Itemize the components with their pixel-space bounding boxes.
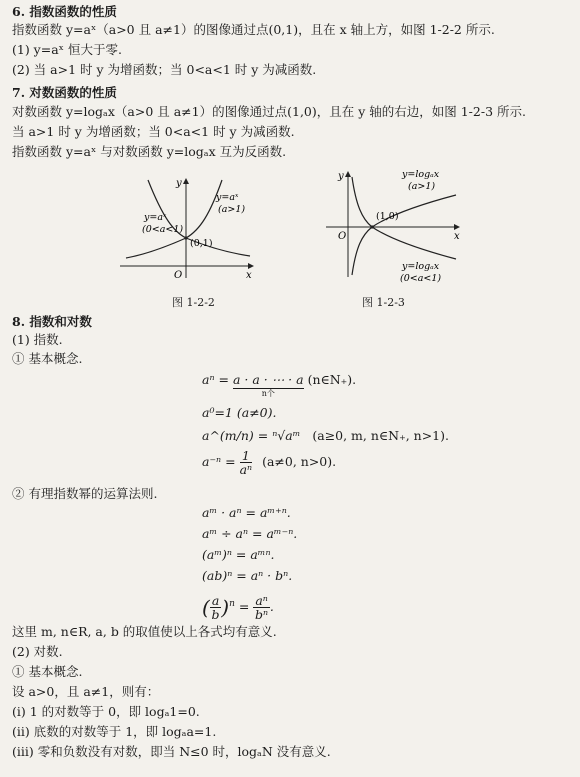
section7-line3: 指数函数 y=aˣ 与对数函数 y=logₐx 互为反函数. [12, 144, 287, 159]
rule-power-of-product: (ab)ⁿ = aⁿ · bⁿ. [202, 568, 293, 583]
formula-power-underbrace: n个 [261, 389, 275, 398]
formula-power-product: a · a · ⋯ · a [232, 372, 304, 387]
fig2-point-label: (0,1) [190, 238, 213, 249]
fig2-inc-eq: y=aˣ [216, 192, 239, 203]
section8-basic: ① 基本概念. [12, 351, 83, 366]
formula-negative-den: aⁿ [239, 462, 253, 477]
rule-power-of-quotient: ( $\frac{a}{b}$ )$^n$ = $\frac{\text{aⁿ}}{\text{bⁿ}}$ . [202, 593, 274, 623]
formula-negative-num: 1 [240, 449, 253, 463]
rule-quotient-num: aⁿ [255, 593, 268, 609]
formula-fraction-power-cond: (a≥0, m, n∈N₊, n>1). [312, 428, 449, 443]
section7-title: 7. 对数函数的性质 [12, 85, 117, 100]
rule-quotient-b: b [211, 607, 220, 623]
fig2-label-x: x [246, 270, 252, 281]
section8-title: 8. 指数和对数 [12, 314, 92, 329]
log-property-2: (ii) 底数的对数等于 1，即 logₐa=1. [12, 724, 217, 739]
fig3-inc-eq: y=logₐx [402, 169, 440, 180]
section7-line1: 对数函数 y=logₐx（a>0 且 a≠1）的图像通过点(1,0)，且在 y 轴的右边，如图 1-2-3 所示. [12, 104, 526, 119]
formula-negative-power-cond: (a≠0, n>0). [262, 454, 337, 469]
fig3-label-o: O [338, 231, 347, 242]
rule-quotient: aᵐ ÷ aⁿ = aᵐ⁻ⁿ. [202, 526, 298, 541]
log-property-1: (i) 1 的对数等于 0，即 logₐ1=0. [12, 704, 200, 719]
formula-fraction-power [202, 428, 449, 444]
rule-quotient-exp: n [229, 599, 235, 609]
fig2-label-o: O [174, 270, 183, 281]
rule-product: aᵐ · aⁿ = aᵐ⁺ⁿ. [202, 505, 291, 520]
fig3-dec-eq: y=logₐx [402, 261, 440, 272]
fig2-caption: 图 1-2-2 [172, 296, 215, 309]
rule-quotient-end: . [269, 599, 274, 615]
formula-fraction-power-lhs: a^(m/n) = ⁿ√aᵐ [202, 428, 301, 443]
section8-basic2: ① 基本概念. [12, 664, 83, 679]
formula-negative-power [202, 448, 336, 476]
formula-power-def [202, 372, 356, 398]
rule-quotient-equals: = [238, 599, 250, 615]
fig2-dec-cond: (0<a<1) [142, 224, 184, 235]
section8-intro: 设 a>0，且 a≠1，则有： [12, 684, 160, 699]
section8-sub2: (2) 对数. [12, 644, 63, 659]
fig2-dec-eq: y=aˣ [144, 212, 167, 223]
formula-negative-power-lhs: a⁻ⁿ = [202, 454, 236, 469]
fig3-label-x: x [454, 231, 460, 242]
fig3-inc-cond: (a>1) [408, 181, 436, 192]
section8-rules: ② 有理指数幂的运算法则. [12, 486, 158, 501]
fig3-caption: 图 1-2-3 [362, 296, 405, 309]
fig3-decreasing-curve [352, 177, 456, 259]
section8-range-note: 这里 m, n∈R, a, b 的取值使以上各式均有意义. [12, 624, 277, 639]
fig2-inc-cond: (a>1) [218, 204, 246, 215]
rule-power-of-power: (aᵐ)ⁿ = aᵐⁿ. [202, 547, 275, 562]
fig2-label-y: y [176, 178, 182, 189]
section6-line1: 指数函数 y=aˣ（a>0 且 a≠1）的图像通过点(0,1)，且在 x 轴上方，如图 1-2-2 所示. [12, 22, 495, 37]
rule-quotient-a: a [211, 593, 220, 609]
formula-power-lhs: aⁿ = [202, 372, 229, 387]
fig3-dec-cond: (0<a<1) [400, 273, 442, 284]
formula-power-cond: (n∈N₊). [307, 372, 357, 387]
fig3-label-y: y [338, 171, 344, 182]
section6-item2: (2) 当 a>1 时 y 为增函数；当 0<a<1 时 y 为减函数. [12, 62, 317, 77]
section7-line2: 当 a>1 时 y 为增函数；当 0<a<1 时 y 为减函数. [12, 124, 295, 139]
fig3-point-label: (1,0) [376, 211, 399, 222]
formula-zero-power: a⁰=1 (a≠0). [202, 405, 277, 420]
figure-exponential-graph [118, 170, 263, 285]
rule-quotient-den: bⁿ [255, 607, 269, 623]
section6-item1: (1) y=aˣ 恒大于零. [12, 42, 122, 57]
section8-sub1: (1) 指数. [12, 332, 63, 347]
log-property-3: (iii) 零和负数没有对数，即当 N≤0 时，logₐN 没有意义. [12, 744, 331, 759]
section6-title: 6. 指数函数的性质 [12, 4, 117, 19]
figure-logarithm-graph [318, 165, 468, 285]
